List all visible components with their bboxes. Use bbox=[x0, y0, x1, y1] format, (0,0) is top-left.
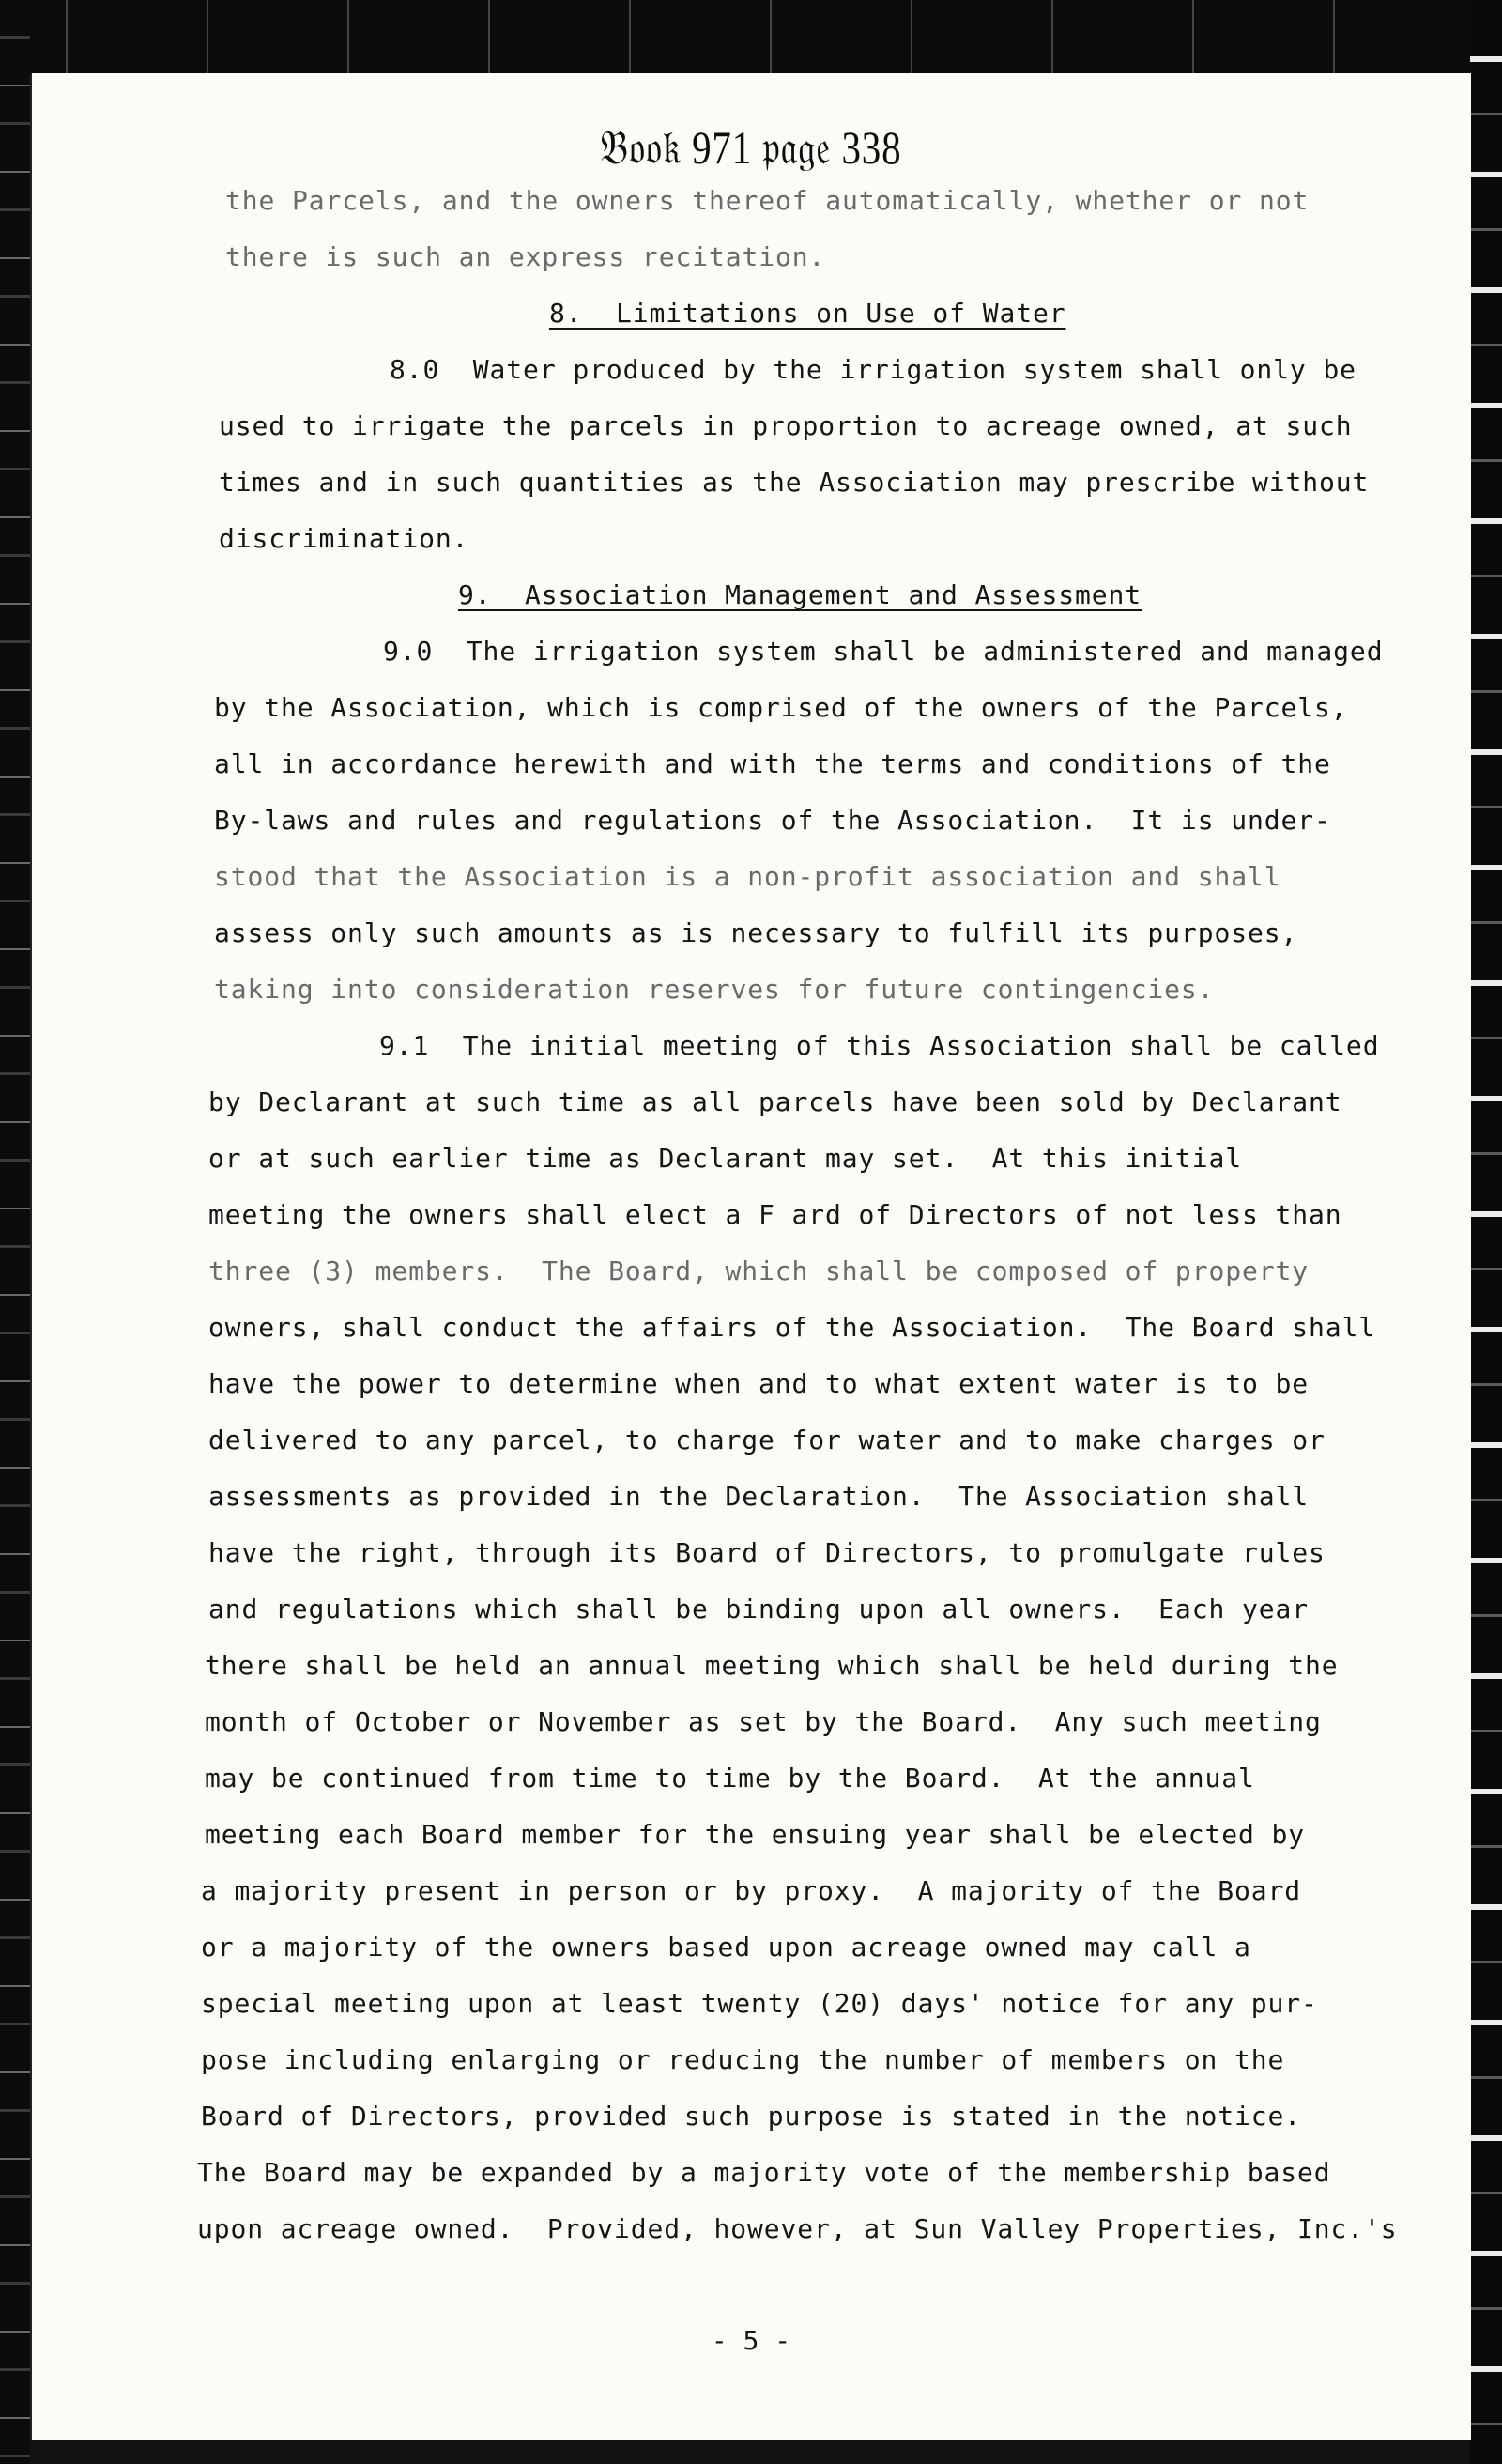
text-line: times and in such quantities as the Association may prescribe without bbox=[219, 467, 1370, 498]
text-line: The Board may be expanded by a majority vote of the membership based bbox=[197, 2157, 1331, 2188]
text-line: delivered to any parcel, to charge for water and to make charges or bbox=[208, 1424, 1326, 1455]
text-line: may be continued from time to time by the Board. At the annual bbox=[205, 1763, 1255, 1794]
text-line: stood that the Association is a non-profit association and shall bbox=[214, 861, 1281, 892]
paragraph-9-1-line: 9.1 The initial meeting of this Association shall be called bbox=[379, 1030, 1380, 1061]
page-number: - 5 - bbox=[711, 2325, 791, 2356]
book-page-stamp: 𝔅𝔬𝔬𝔨 971 𝔭𝔞𝔤𝔢 338 bbox=[600, 121, 902, 174]
text-line: meeting the owners shall elect a F ard of Directors of not less than bbox=[208, 1199, 1342, 1230]
text-line: a majority present in person or by proxy. A majority of the Board bbox=[201, 1875, 1301, 1906]
text-line: upon acreage owned. Provided, however, at Sun Valley Properties, Inc.'s bbox=[197, 2213, 1398, 2244]
text-line: all in accordance herewith and with the terms and conditions of the bbox=[214, 748, 1331, 779]
text-line: by the Association, which is comprised of the owners of the Parcels, bbox=[214, 692, 1348, 723]
section-heading-8: 8. Limitations on Use of Water bbox=[549, 298, 1066, 329]
text-line: the Parcels, and the owners thereof automatically, whether or not bbox=[225, 185, 1310, 216]
text-line: taking into consideration reserves for future contingencies. bbox=[214, 974, 1215, 1005]
text-line: and regulations which shall be binding upon all owners. Each year bbox=[208, 1594, 1309, 1625]
paragraph-8-0-line: 8.0 Water produced by the irrigation system shall only be bbox=[390, 354, 1356, 385]
text-line: owners, shall conduct the affairs of the Association. The Board shall bbox=[208, 1312, 1376, 1343]
text-line: pose including enlarging or reducing the number of members on the bbox=[201, 2044, 1285, 2075]
text-line: or a majority of the owners based upon acreage owned may call a bbox=[201, 1932, 1251, 1963]
text-line: have the right, through its Board of Directors, to promulgate rules bbox=[208, 1537, 1326, 1568]
text-line: three (3) members. The Board, which shall be composed of property bbox=[208, 1255, 1309, 1286]
text-line: used to irrigate the parcels in proportion to acreage owned, at such bbox=[219, 410, 1353, 441]
text-line: meeting each Board member for the ensuing year shall be elected by bbox=[205, 1819, 1305, 1850]
paragraph-9-0-line: 9.0 The irrigation system shall be administered and managed bbox=[383, 636, 1384, 667]
text-line: have the power to determine when and to what extent water is to be bbox=[208, 1368, 1309, 1399]
text-line: month of October or November as set by the Board. Any such meeting bbox=[205, 1706, 1322, 1737]
text-line: Board of Directors, provided such purpose is stated in the notice. bbox=[201, 2101, 1301, 2132]
text-line: assessments as provided in the Declaration. The Association shall bbox=[208, 1481, 1309, 1512]
text-line: discrimination. bbox=[219, 523, 469, 554]
section-heading-9: 9. Association Management and Assessment bbox=[458, 579, 1142, 610]
text-line: or at such earlier time as Declarant may set. At this initial bbox=[208, 1143, 1242, 1174]
text-line: there is such an express recitation. bbox=[225, 241, 826, 272]
text-line: by Declarant at such time as all parcels have been sold by Declarant bbox=[208, 1086, 1342, 1117]
text-line: special meeting upon at least twenty (20) days' notice for any pur- bbox=[201, 1988, 1318, 2019]
text-line: By-laws and rules and regulations of the Association. It is under- bbox=[214, 805, 1331, 836]
text-line: assess only such amounts as is necessary to fulfill its purposes, bbox=[214, 917, 1298, 948]
text-line: there shall be held an annual meeting which shall be held during the bbox=[205, 1650, 1339, 1681]
